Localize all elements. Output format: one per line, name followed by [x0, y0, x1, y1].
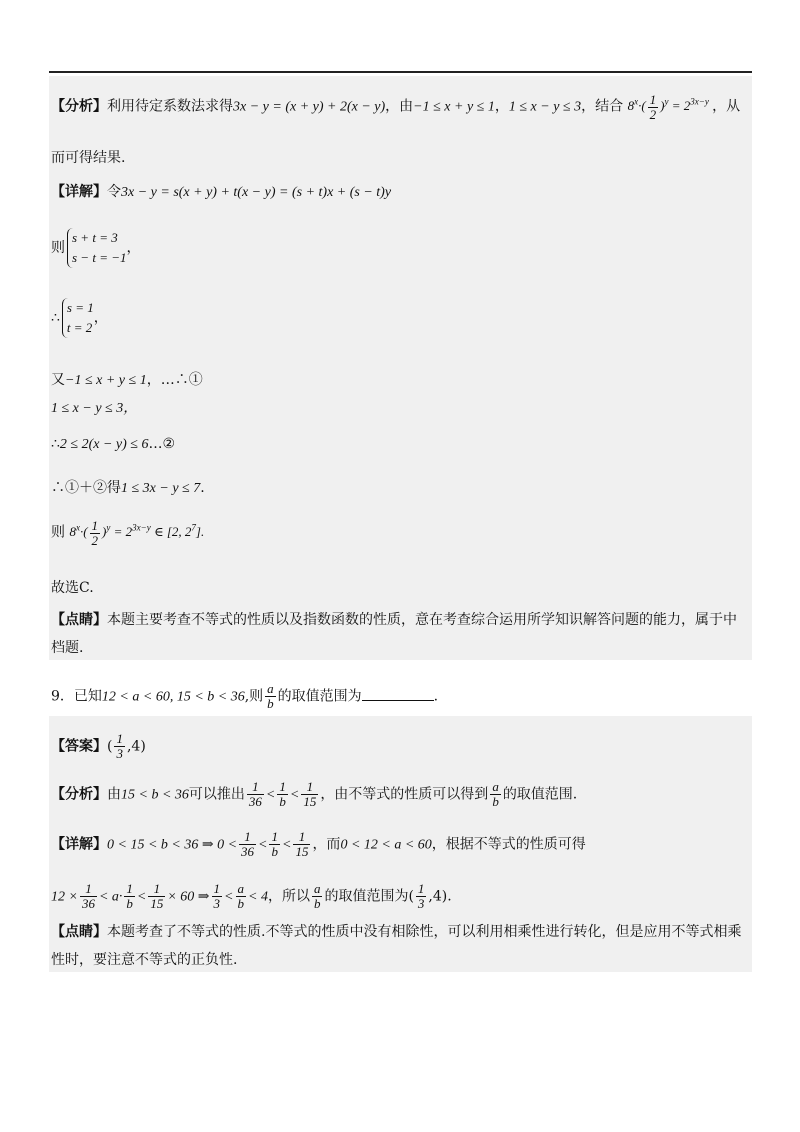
power-base: 8: [627, 98, 635, 114]
comment-line-8b: [51, 638, 83, 658]
l2-e: < 4: [248, 889, 268, 905]
result-half-fraction: $\frac{1}{2}$: [91, 517, 99, 548]
d9f1n: 1: [239, 830, 256, 845]
result-expr: $8^x\cdot$( $\frac{1}{2}$ )$^y = 2^{3x-y}$ ∈ [2, $2^7$].: [69, 517, 205, 548]
d9f2n: 1: [271, 829, 278, 844]
also-ineq: −1 ≤ x + y ≤ 1: [65, 373, 147, 388]
analysis-ineq-1: −1 ≤ x + y ≤ 1: [413, 99, 495, 115]
sum-end: .: [200, 480, 205, 496]
system-2-comma: ，: [93, 310, 108, 326]
l2f3n: 1: [148, 882, 165, 897]
l2f5n: a: [237, 881, 244, 896]
answer-tag: 【答案】: [51, 738, 107, 755]
l2f6d: b: [313, 896, 321, 911]
analysis-text-b: ，由: [385, 98, 414, 115]
power-eq: = 2: [671, 98, 691, 114]
analysis-9-frac-3: [301, 780, 318, 809]
l2-h: (: [408, 888, 414, 905]
answer-line: [51, 732, 146, 761]
system-2-eq-b: t = 2: [66, 320, 93, 335]
also-mark: ，…∴①: [146, 372, 203, 388]
question-9-ask: 的取值范围为: [277, 688, 362, 705]
system-1-eq-a: s + t = 3: [72, 230, 118, 245]
choose-text: 故选C.: [51, 580, 94, 596]
l2f1n: 1: [80, 882, 97, 897]
comment-text-9b: 性时，要注意不等式的正负性.: [51, 952, 238, 968]
answer-frac-n: 1: [116, 731, 123, 746]
analysis-power-expr: $8^x\cdot$( $\frac{1}{2}$ )$^y = 2^{3x-y}$: [627, 91, 709, 122]
l2f2d: b: [126, 896, 133, 911]
result-pre: 则: [51, 524, 65, 541]
power-exp: x: [634, 97, 639, 107]
detail-9-eq2: 0 < 12 < a < 60: [340, 837, 432, 853]
answer-close: ,4): [126, 738, 146, 755]
l2f7d: 3: [417, 896, 425, 911]
l2f6n: a: [313, 881, 321, 896]
analysis-9-frac-1: [247, 780, 264, 809]
l2f7n: 1: [417, 881, 425, 896]
d9-lt-1: <: [258, 837, 268, 853]
analysis-9-line: [51, 780, 577, 809]
result-line: [51, 518, 204, 548]
detail-9-line: [51, 830, 586, 859]
comment-text-8b: 档题.: [51, 640, 84, 656]
result-eq: = 2: [113, 524, 133, 540]
lt-2: <: [289, 787, 300, 803]
l2-frac-2: [124, 882, 135, 911]
a9f4d: b: [492, 794, 499, 809]
a9f3n: 1: [301, 780, 318, 795]
question-9-condition: 12 < a < 60, 15 < b < 36: [101, 689, 245, 705]
also-line: [51, 370, 203, 391]
question-9-fraction: [265, 682, 276, 711]
then-label: 则: [51, 240, 65, 256]
analysis-9-a: 由: [107, 786, 121, 803]
also-label: 又: [51, 372, 65, 388]
half-fraction: $\frac{1}{2}$: [649, 91, 657, 122]
ineq-line-c: [51, 434, 175, 455]
detail-9-frac-2: [269, 830, 280, 859]
detail-9-b: ，而: [312, 836, 341, 853]
ineq-b: 1 ≤ x − y ≤ 3，: [51, 401, 138, 416]
detail-9-frac-1: [239, 830, 256, 859]
analysis-ineq-2: 1 ≤ x − y ≤ 3: [508, 99, 582, 115]
comment-text-8: 本题主要考查不等式的性质以及指数函数的性质，意在考查综合运用所学知识解答问题的能力，属于中: [107, 612, 737, 628]
l2-frac-5: [236, 882, 247, 911]
answer-blank: [362, 686, 434, 701]
comment-line-8: [51, 610, 737, 630]
solution-block-8: [49, 76, 752, 660]
system-1-line: [51, 228, 141, 268]
system-1-comma: ，: [126, 240, 141, 256]
ineq-c-mark: …②: [148, 436, 176, 452]
system-1: [67, 228, 127, 268]
system-1-eq-b: s − t = −1: [72, 250, 127, 265]
analysis-equation: 3x − y = (x + y) + 2(x − y): [233, 99, 386, 115]
analysis-text-h: ，从: [712, 98, 741, 115]
a9f3d: 15: [303, 794, 317, 809]
sum-ineq: 1 ≤ 3x − y ≤ 7: [121, 481, 201, 496]
detail-9-eq1: 0 < 15 < b < 36 ⇒ 0 <: [107, 837, 238, 853]
l2-frac-4: [212, 882, 223, 911]
analysis-cont: 而可得结果.: [51, 150, 126, 166]
analysis-line: [51, 92, 740, 122]
question-9-number: 9．已知: [51, 688, 102, 705]
analysis-9-tag: 【分析】: [51, 786, 107, 803]
l2-c: <: [136, 889, 147, 905]
detail-line: [51, 182, 391, 203]
detail-tag: 【详解】: [51, 184, 107, 200]
detail-text: 令: [107, 184, 121, 200]
ineq-c-pre: ∴: [51, 436, 60, 452]
sum-pre: ∴①＋②得: [51, 480, 121, 496]
power-eq-exp: 3x−y: [690, 97, 709, 107]
l2-i: ,4).: [428, 888, 452, 905]
comment-line-9b: [51, 950, 237, 970]
detail-9-c: ，根据不等式的性质可得: [431, 836, 586, 853]
a9f1n: 1: [247, 780, 264, 795]
l2-g: 的取值范围为: [324, 888, 409, 905]
l2-frac-7: [416, 882, 427, 911]
system-2-line: [51, 298, 108, 338]
top-rule: [49, 71, 752, 73]
choose-line: [51, 578, 94, 598]
answer-frac-d: 3: [116, 746, 123, 761]
l2-a: 12 ×: [51, 889, 78, 905]
half-exp: y: [664, 97, 669, 107]
l2-b: < a·: [98, 889, 123, 905]
analysis-comma: ，: [494, 98, 509, 115]
analysis-9-frac-4: [490, 780, 501, 809]
analysis-text-f: ，结合: [581, 98, 624, 115]
lt-1: <: [265, 787, 276, 803]
detail-equation: 3x − y = s(x + y) + t(x − y) = (s + t)x + (s − t)y: [121, 185, 392, 200]
analysis-tag: 【分析】: [51, 98, 107, 115]
analysis-9-b: 可以推出: [188, 786, 245, 803]
analysis-9-c: ，由不等式的性质可以得到: [320, 786, 489, 803]
a9f4n: a: [492, 779, 499, 794]
comment-text-9: 本题考查了不等式的性质.不等式的性质中没有相除性，可以利用相乘性进行转化，但是应用不等式相乘: [107, 924, 742, 940]
l2-lt: <: [224, 889, 234, 905]
answer-fraction: [114, 732, 125, 761]
l2-frac-3: [148, 882, 165, 911]
l2-frac-6: [312, 882, 323, 911]
d9f3d: 15: [295, 844, 309, 859]
ineq-line-b: [51, 398, 137, 419]
detail-9-frac-3: [293, 830, 310, 859]
a9f1d: 36: [248, 794, 262, 809]
analysis-text: 利用待定系数法求得: [107, 98, 233, 115]
l2f3d: 15: [150, 896, 164, 911]
l2-frac-1: [80, 882, 97, 911]
l2f4n: 1: [213, 881, 221, 896]
d9-lt-2: <: [281, 837, 292, 853]
result-end: ].: [195, 524, 205, 540]
answer-open: (: [107, 738, 113, 755]
l2f5d: b: [237, 896, 244, 911]
l2f1d: 36: [81, 896, 95, 911]
d9f2d: b: [271, 844, 278, 859]
result-range: ∈ [2, 2: [153, 524, 192, 540]
ineq-c: 2 ≤ 2(x − y) ≤ 6: [59, 437, 149, 452]
question-9-end: .: [433, 688, 439, 705]
l2f2n: 1: [126, 881, 133, 896]
analysis-9-ineq: 15 < b < 36: [121, 787, 189, 803]
system-2: [62, 298, 94, 338]
analysis-line-2: [51, 148, 125, 168]
question-9: [51, 682, 438, 711]
sum-line: [51, 478, 205, 499]
question-9-then: ,则: [244, 688, 264, 705]
analysis-9-d: 的取值范围.: [502, 786, 578, 803]
result-eq-exp: 3x−y: [132, 523, 151, 533]
a9f2d: b: [279, 794, 286, 809]
d9f3n: 1: [293, 830, 310, 845]
detail-9-line-2: [51, 882, 452, 911]
analysis-9-frac-2: [277, 780, 288, 809]
l2-d: × 60 ⇒: [167, 889, 210, 905]
result-range-exp: 7: [191, 523, 196, 533]
l2f4d: 3: [213, 896, 221, 911]
l2-f: ，所以: [267, 888, 310, 905]
d9f1d: 36: [241, 844, 255, 859]
comment-tag-8: 【点睛】: [51, 612, 107, 628]
q9-frac-d: b: [267, 696, 274, 711]
therefore-symbol: ∴: [51, 310, 60, 326]
comment-tag-9: 【点睛】: [51, 924, 107, 940]
q9-frac-n: a: [267, 681, 274, 696]
system-2-eq-a: s = 1: [66, 300, 94, 315]
comment-line-9: [51, 922, 741, 942]
a9f2n: 1: [279, 779, 286, 794]
detail-9-tag: 【详解】: [51, 836, 107, 853]
